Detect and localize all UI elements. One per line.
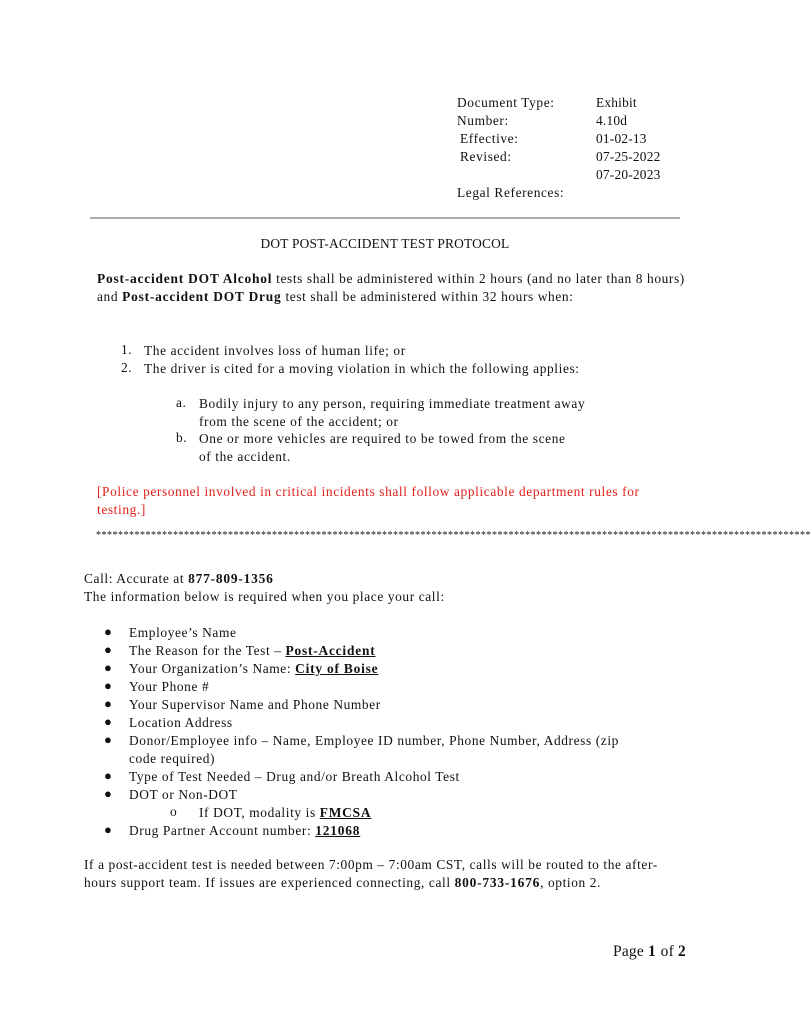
call-line (84, 570, 684, 588)
after-hours-phone: 800-733-1676 (454, 875, 541, 890)
list-item-reason (129, 642, 375, 660)
doc-type-row (457, 95, 687, 113)
page-of-word: of (656, 943, 679, 960)
intro-paragraph (97, 270, 687, 306)
account-prefix: Drug Partner Account number: (129, 823, 316, 838)
after-hours-text-1: If a post-accident test is needed between 7:00pm – 7:00am CST, calls will be routed to the after-hours support team. If issues are experienced connecting, call (84, 857, 658, 890)
account-value: 121068 (315, 823, 361, 838)
list-item-phone: Your Phone # (129, 679, 210, 694)
revised-value-2: 07-20-2023 (596, 167, 661, 182)
bullet-icon: ● (104, 660, 113, 675)
intro-bold-drug: Post-accident DOT Drug (122, 289, 282, 304)
bullet-icon: ● (104, 642, 113, 657)
list-item-supervisor: Your Supervisor Name and Phone Number (129, 697, 381, 712)
list-item-account (129, 822, 360, 840)
reason-prefix: The Reason for the Test – (129, 643, 286, 658)
bullet-icon: ● (104, 768, 113, 783)
condition-number-2: 2. (121, 360, 133, 375)
bullet-icon: ● (104, 714, 113, 729)
condition-1: The accident involves loss of human life; or (144, 343, 406, 358)
call-info-line: The information below is required when you place your call: (84, 589, 445, 604)
bullet-icon: ● (104, 732, 113, 747)
list-item-location: Location Address (129, 715, 233, 730)
subcondition-a: Bodily injury to any person, requiring immediate treatment away from the scene of the accident; or (199, 396, 586, 429)
org-value: City of Boise (295, 661, 379, 676)
call-prefix: Call: Accurate at (84, 571, 189, 586)
bullet-icon: ● (104, 678, 113, 693)
doc-type-label: Document Type: (457, 95, 555, 110)
circle-bullet-icon: o (170, 804, 178, 819)
after-hours-paragraph (84, 856, 684, 892)
number-value: 4.10d (596, 113, 628, 128)
subcondition-b: One or more vehicles are required to be towed from the scene of the accident. (199, 431, 566, 464)
number-label: Number: (457, 113, 509, 128)
police-note: [Police personnel involved in critical incidents shall follow applicable department rules for testing.] (97, 484, 640, 517)
page-title: DOT POST-ACCIDENT TEST PROTOCOL (260, 236, 510, 251)
bullet-icon: ● (104, 696, 113, 711)
after-hours-text-2: , option 2. (540, 875, 601, 890)
modality-prefix: If DOT, modality is (199, 805, 320, 820)
legal-row (457, 185, 687, 203)
effective-row (457, 131, 687, 149)
reason-value: Post-Accident (285, 643, 376, 658)
effective-value: 01-02-13 (596, 131, 647, 146)
revised-value-1: 07-25-2022 (596, 149, 661, 164)
list-item-organization (129, 660, 378, 678)
page-current: 1 (648, 943, 657, 960)
subcondition-letter-b: b. (176, 430, 188, 445)
list-item-donor-info: Donor/Employee info – Name, Employee ID number, Phone Number, Address (zip (129, 733, 619, 748)
asterisk-separator: ********************************************************************************************************************************** (96, 530, 811, 541)
list-item-test-type: Type of Test Needed – Drug and/or Breath Alcohol Test (129, 769, 460, 784)
intro-bold-alcohol: Post-accident DOT Alcohol (97, 271, 273, 286)
intro-text-1: tests shall be administered within 2 hours (and no later than 8 hours) and (97, 271, 685, 304)
list-item-employee-name: Employee’s Name (129, 625, 237, 640)
accurate-phone-number: 877-809-1356 (188, 571, 274, 586)
list-item-dot: DOT or Non-DOT (129, 787, 238, 802)
revised-label: Revised: (460, 149, 512, 164)
number-row (457, 113, 687, 131)
condition-2: The driver is cited for a moving violation in which the following applies: (144, 361, 580, 376)
legal-references-label: Legal References: (457, 185, 565, 200)
intro-text-2: test shall be administered within 32 hours when: (281, 289, 574, 304)
page-word: Page (613, 943, 649, 960)
condition-number-1: 1. (121, 342, 133, 357)
bullet-icon: ● (104, 822, 113, 837)
list-item-modality (199, 804, 371, 822)
org-prefix: Your Organization’s Name: (129, 661, 296, 676)
effective-label: Effective: (460, 131, 519, 146)
list-item-donor-info-cont: code required) (129, 751, 216, 766)
header-divider (90, 217, 680, 219)
revised-row (457, 149, 687, 167)
revised-row-2 (457, 167, 687, 185)
bullet-icon: ● (104, 786, 113, 801)
page-number (613, 943, 687, 961)
modality-value: FMCSA (319, 805, 372, 820)
page-total: 2 (678, 943, 687, 960)
subcondition-letter-a: a. (176, 395, 187, 410)
bullet-icon: ● (104, 624, 113, 639)
doc-type-value: Exhibit (596, 95, 637, 110)
